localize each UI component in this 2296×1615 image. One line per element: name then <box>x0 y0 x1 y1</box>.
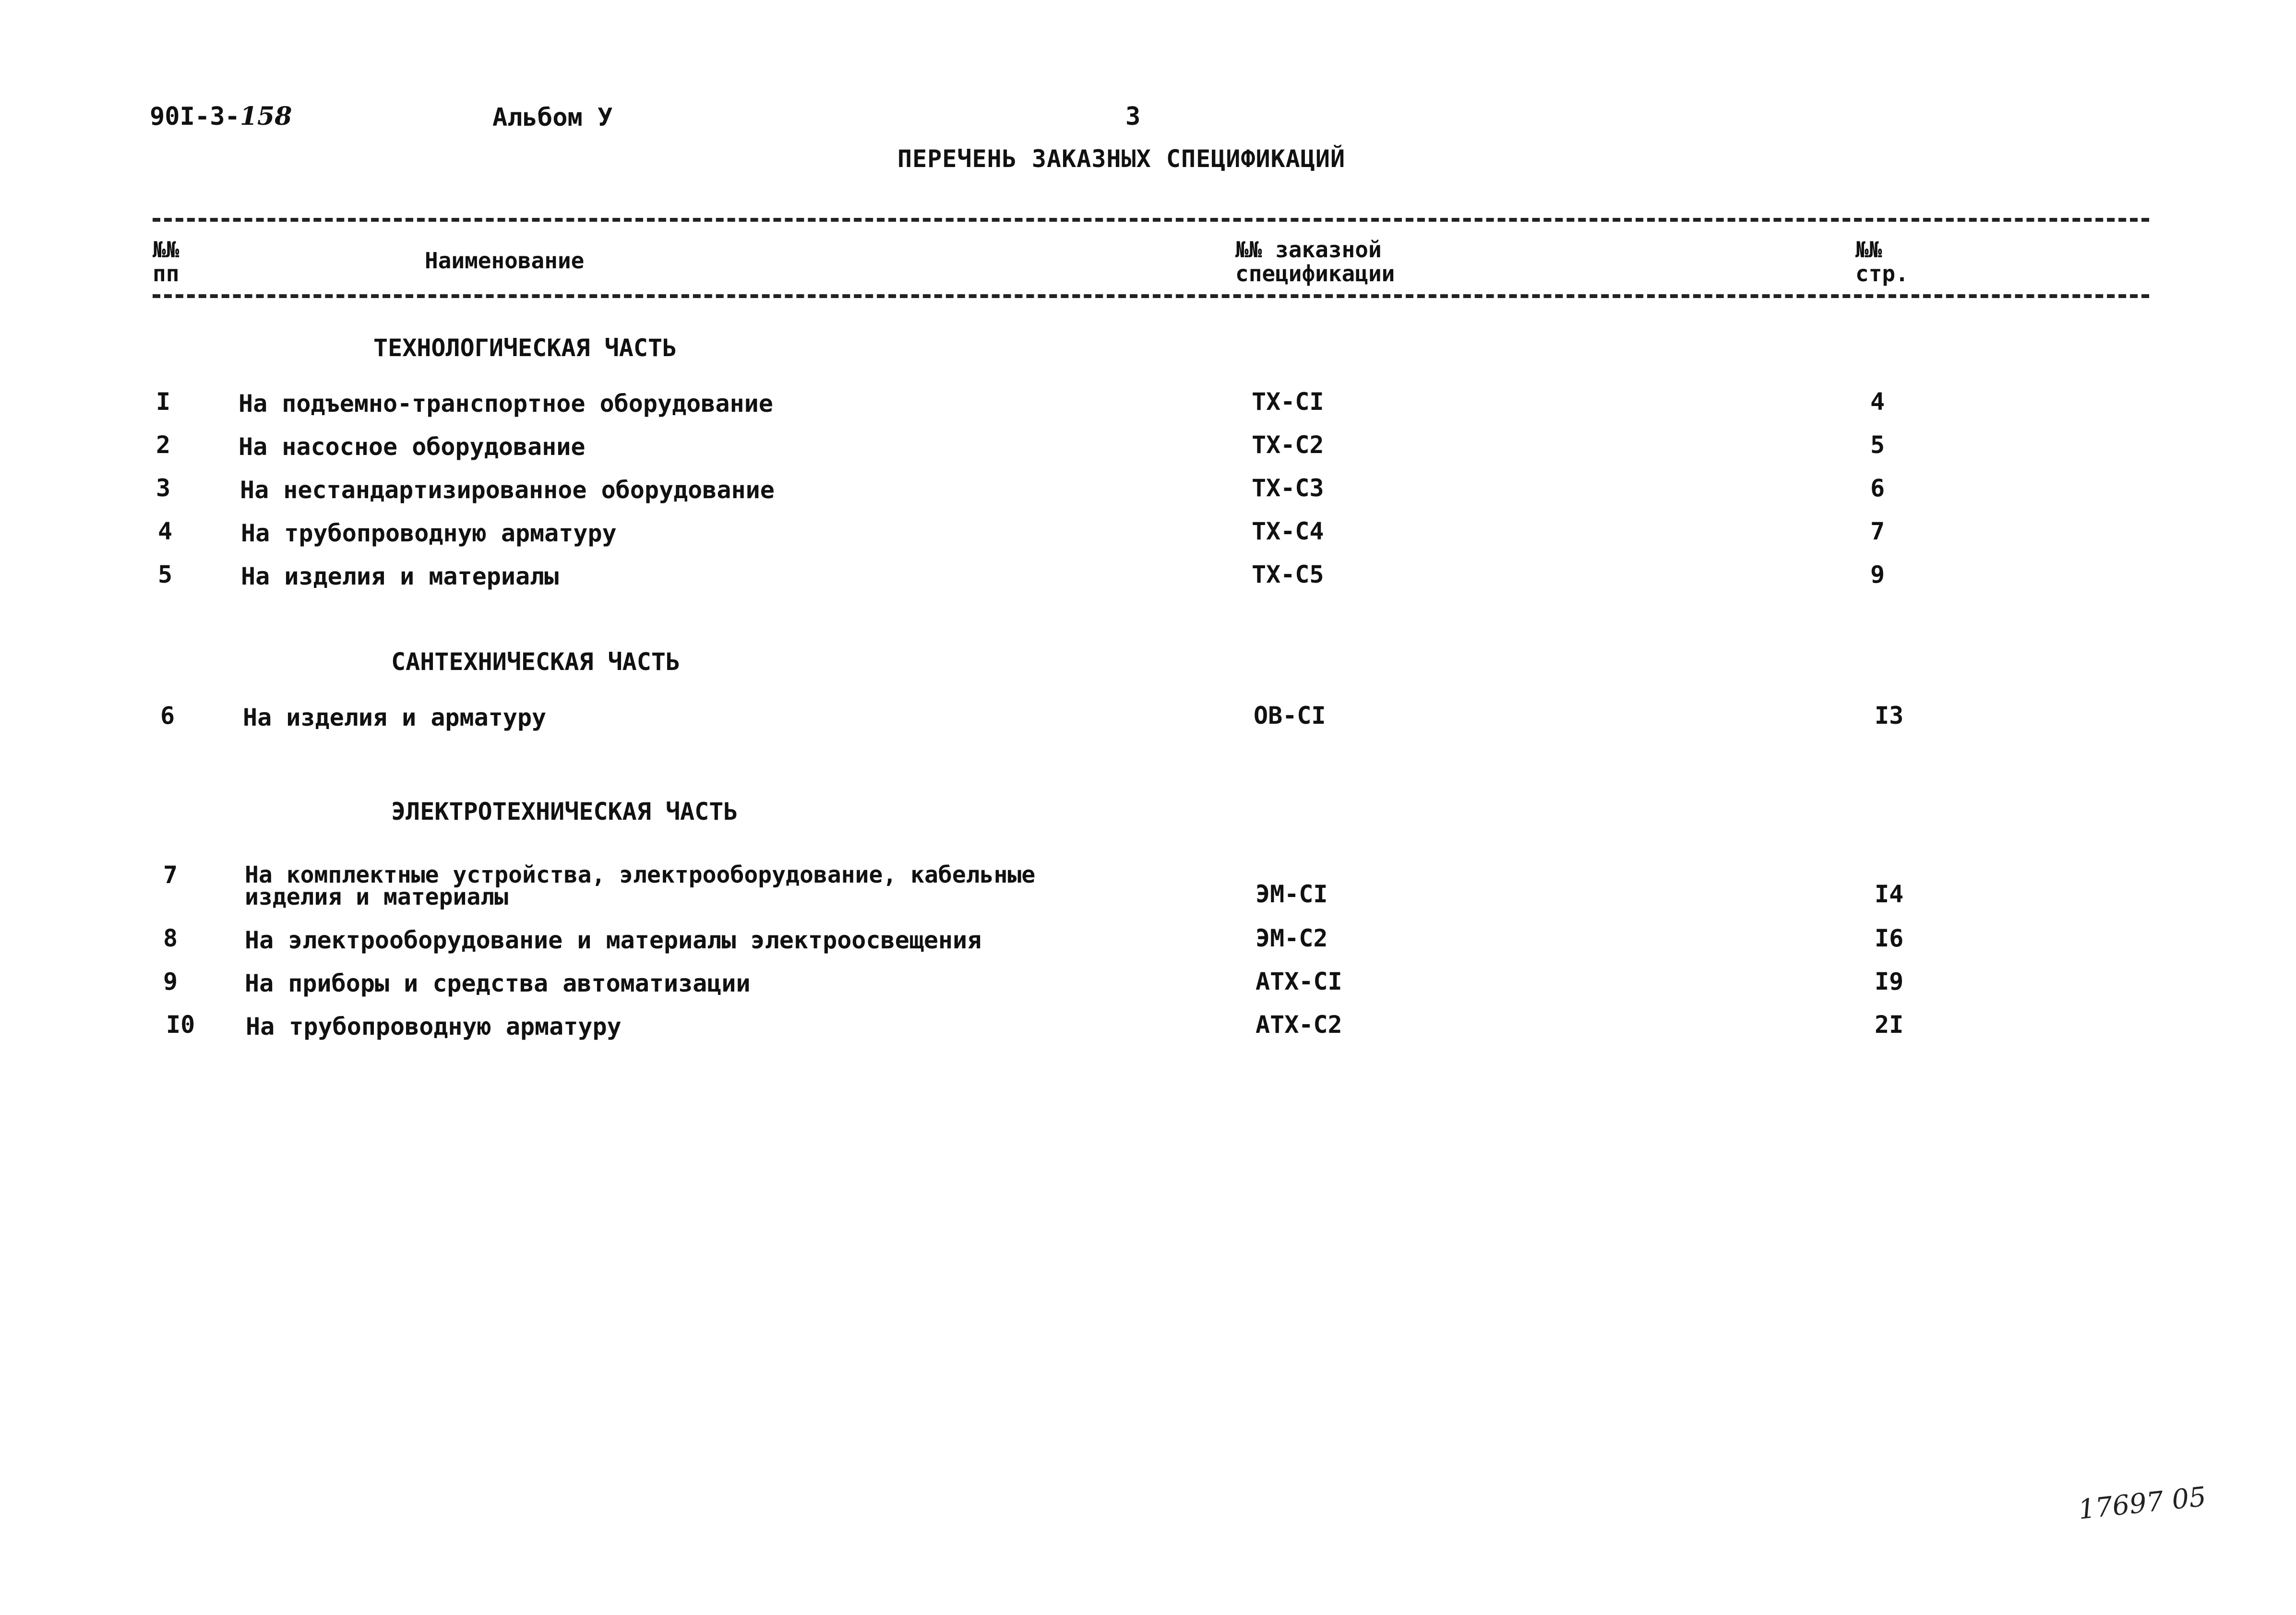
album-label: Альбом У <box>492 103 613 132</box>
inventory-stamp: 17697 05 <box>2077 1481 2208 1526</box>
table-header-rule <box>153 294 2149 298</box>
row-name: На нестандартизированное оборудование <box>240 476 775 504</box>
row-page: I6 <box>1875 924 1904 952</box>
column-header-page-line2: стр. <box>1855 261 1909 287</box>
row-number: 8 <box>163 924 178 952</box>
row-page: I4 <box>1875 880 1904 908</box>
column-header-page-line1: №№ <box>1855 237 1882 263</box>
row-spec: АТХ-С2 <box>1256 1011 1342 1039</box>
section-title-technological: ТЕХНОЛОГИЧЕСКАЯ ЧАСТЬ <box>373 334 677 362</box>
row-name: На изделия и арматуру <box>243 704 547 731</box>
row-page: 4 <box>1870 388 1885 416</box>
row-page: 7 <box>1870 517 1885 545</box>
row-number: I <box>156 388 171 416</box>
column-header-spec-line2: спецификации <box>1235 261 1395 287</box>
document-code <box>150 102 292 131</box>
row-page: 9 <box>1870 561 1885 588</box>
row-spec: ЭМ-С2 <box>1256 924 1328 952</box>
row-name-line1: На комплектные устройства, электрооборудование, кабельные <box>245 861 1036 888</box>
row-spec: ТХ-С3 <box>1252 474 1324 502</box>
column-header-number-line2: пп <box>153 261 179 287</box>
row-name: На трубопроводную арматуру <box>246 1013 622 1041</box>
row-spec: ТХ-С2 <box>1252 431 1324 459</box>
row-page: 2I <box>1875 1011 1904 1039</box>
page-title: ПЕРЕЧЕНЬ ЗАКАЗНЫХ СПЕЦИФИКАЦИЙ <box>897 145 1346 173</box>
row-name <box>245 861 1036 910</box>
row-name: На насосное оборудование <box>239 433 586 461</box>
row-spec: ОВ-СI <box>1254 702 1326 730</box>
row-spec: ТХ-С4 <box>1252 517 1324 545</box>
row-spec: ТХ-С5 <box>1252 561 1324 588</box>
row-name: На электрооборудование и материалы электроосвещения <box>245 926 982 954</box>
row-page: 6 <box>1870 474 1885 502</box>
row-number: 5 <box>158 561 173 588</box>
row-name: На приборы и средства автоматизации <box>245 969 751 997</box>
document-code-prefix: 90I-3- <box>150 102 240 131</box>
row-spec: ЭМ-СI <box>1256 880 1328 908</box>
section-title-electrotechnical: ЭЛЕКТРОТЕХНИЧЕСКАЯ ЧАСТЬ <box>391 798 738 825</box>
row-spec: АТХ-СI <box>1256 968 1342 995</box>
row-name: На подъемно-транспортное оборудование <box>239 390 773 418</box>
row-page: I3 <box>1875 702 1904 730</box>
column-header-page <box>1855 238 1909 286</box>
column-header-specification <box>1235 238 1395 286</box>
row-number: 7 <box>163 861 178 889</box>
column-header-name: Наименование <box>425 248 585 274</box>
row-number: I0 <box>166 1011 195 1039</box>
row-number: 9 <box>163 968 178 995</box>
section-title-sanitary: САНТЕХНИЧЕСКАЯ ЧАСТЬ <box>391 648 681 676</box>
row-number: 6 <box>160 702 175 730</box>
document-code-handwritten: 158 <box>239 102 292 131</box>
table-top-rule <box>153 218 2149 222</box>
row-spec: ТХ-СI <box>1252 388 1324 416</box>
row-number: 4 <box>158 517 173 545</box>
row-number: 2 <box>156 431 171 459</box>
row-number: 3 <box>156 474 171 502</box>
row-name: На трубопроводную арматуру <box>241 519 617 547</box>
column-header-spec-line1: №№ заказной <box>1235 237 1382 263</box>
page-number: 3 <box>1125 102 1141 131</box>
row-name: На изделия и материалы <box>241 562 559 590</box>
column-header-number-line1: №№ <box>153 237 179 263</box>
row-page: I9 <box>1875 968 1904 995</box>
column-header-number <box>153 238 179 286</box>
row-page: 5 <box>1870 431 1885 459</box>
row-name-line2: изделия и материалы <box>245 884 509 910</box>
